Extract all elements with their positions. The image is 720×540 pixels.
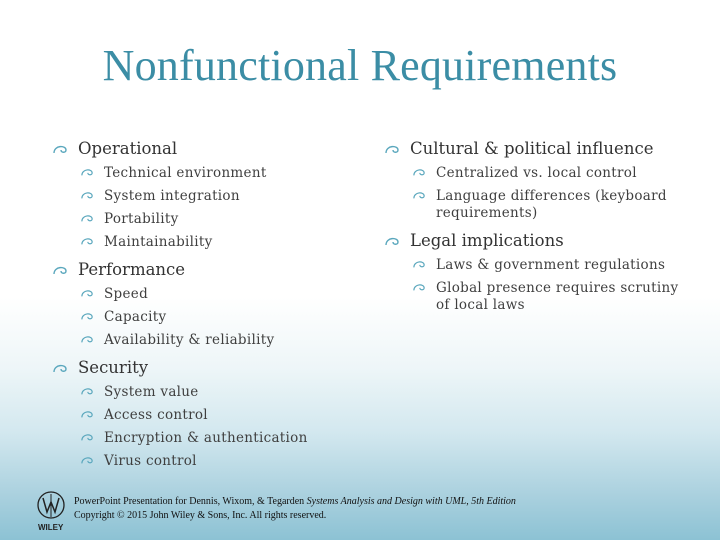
item-label: Centralized vs. local control [436,165,637,181]
sub-bullet [52,384,362,401]
sub-bullet [52,286,362,303]
swirl-bullet-icon [52,142,68,156]
sub-bullet [52,234,362,251]
swirl-bullet-icon [80,333,94,345]
swirl-bullet-icon [80,310,94,322]
item-label: Laws & government regulations [436,257,666,273]
item-label: Global presence requires scrutiny of local laws [436,280,679,313]
footer-text [74,495,516,523]
item-label: System value [104,384,199,400]
wiley-logo [36,490,70,534]
heading-label: Legal implications [410,231,564,250]
swirl-bullet-icon [384,234,400,248]
swirl-bullet-icon [412,258,426,270]
sub-bullet [52,211,362,228]
footer-credit: PowerPoint Presentation for Dennis, Wixom, & Tegarden [74,496,307,507]
swirl-bullet-icon [384,142,400,156]
swirl-bullet-icon [52,361,68,375]
swirl-bullet-icon [80,287,94,299]
swirl-bullet-icon [80,189,94,201]
sub-bullet [52,430,362,447]
item-label: Maintainability [104,234,213,250]
right-column [384,130,684,320]
swirl-bullet-icon [412,281,426,293]
swirl-bullet-icon [80,385,94,397]
item-label: Virus control [104,453,197,469]
heading-label: Cultural & political influence [410,139,654,158]
bullet-performance [52,260,362,280]
item-label: Capacity [104,309,167,325]
item-label: Language differences (keyboard requirements) [436,188,667,221]
bullet-security [52,358,362,378]
left-column [52,130,362,476]
bullet-cultural-political [384,139,684,159]
item-label: Availability & reliability [104,332,275,348]
swirl-bullet-icon [412,166,426,178]
swirl-bullet-icon [80,431,94,443]
swirl-bullet-icon [80,212,94,224]
swirl-bullet-icon [412,189,426,201]
sub-bullet [384,188,684,222]
swirl-bullet-icon [80,454,94,466]
sub-bullet [52,165,362,182]
sub-bullet [384,165,684,182]
bullet-operational [52,139,362,159]
heading-label: Performance [78,260,186,279]
item-label: Speed [104,286,149,302]
item-label: Technical environment [104,165,267,181]
heading-label: Security [78,358,149,377]
item-label: Encryption & authentication [104,430,308,446]
footer-book-title: Systems Analysis and Design with UML, 5th Edition [306,496,516,507]
sub-bullet [52,407,362,424]
sub-bullet [52,332,362,349]
item-label: Portability [104,211,179,227]
sub-bullet [52,309,362,326]
item-label: Access control [104,407,208,423]
bullet-legal [384,231,684,251]
swirl-bullet-icon [52,263,68,277]
swirl-bullet-icon [80,408,94,420]
heading-label: Operational [78,139,178,158]
logo-wordmark: WILEY [38,523,64,532]
sub-bullet [52,188,362,205]
swirl-bullet-icon [80,235,94,247]
item-label: System integration [104,188,240,204]
footer-line-1 [74,495,516,509]
swirl-bullet-icon [80,166,94,178]
footer-copyright: Copyright © 2015 John Wiley & Sons, Inc. All rights reserved. [74,510,327,521]
slide-title: Nonfunctional Requirements [102,41,618,90]
sub-bullet [384,280,684,314]
sub-bullet [384,257,684,274]
slide-footer [36,490,696,534]
sub-bullet [52,453,362,470]
